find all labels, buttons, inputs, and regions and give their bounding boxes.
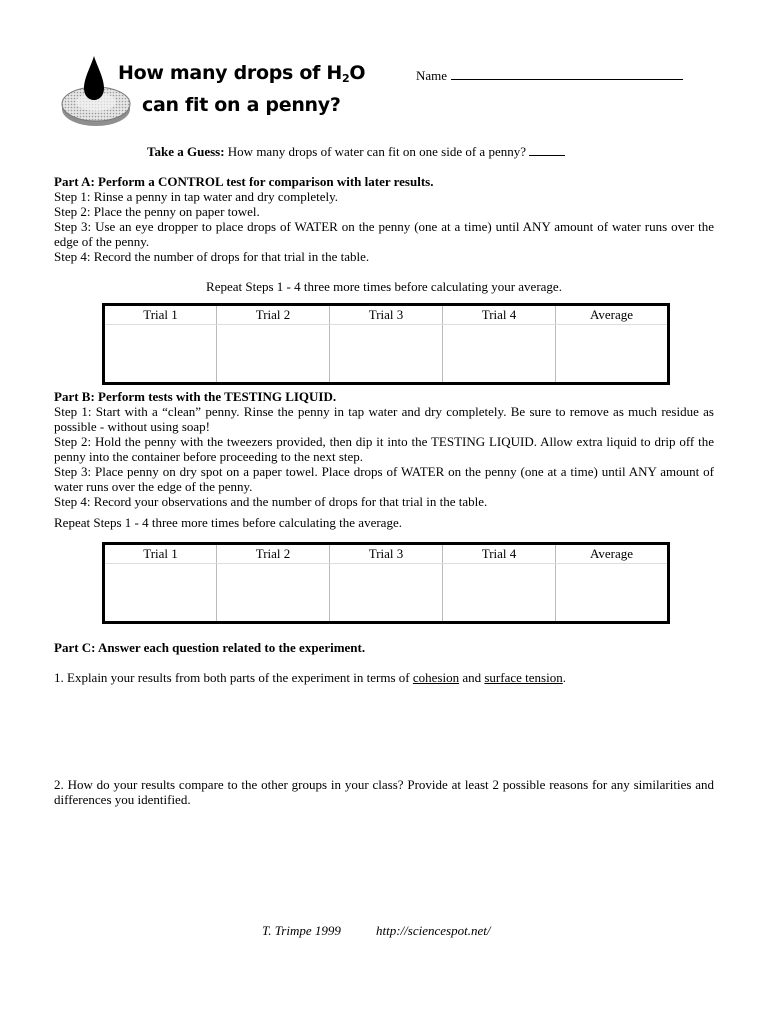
table-header-trial-3: Trial 3 (330, 544, 443, 564)
testing-trial-1-cell[interactable] (104, 564, 217, 623)
guess-question: Take a Guess: How many drops of water can fit on one side of a penny? (147, 144, 565, 160)
part-b-step-1: Step 1: Start with a “clean” penny. Rinse the penny in tap water and dry completely. Be sure to remove as much residue as possible - without using soap! (54, 404, 714, 434)
control-trial-3-cell[interactable] (330, 325, 443, 384)
control-trial-2-cell[interactable] (217, 325, 330, 384)
table-header-trial-4: Trial 4 (443, 305, 556, 325)
part-b-repeat-note: Repeat Steps 1 - 4 three more times before calculating the average. (54, 515, 402, 530)
table-header-average: Average (556, 305, 669, 325)
water-drop-icon (84, 56, 104, 100)
table-header-trial-2: Trial 2 (217, 544, 330, 564)
part-a-repeat-note: Repeat Steps 1 - 4 three more times before calculating your average. (206, 279, 562, 294)
guess-answer-blank[interactable] (529, 144, 565, 156)
part-c-heading: Part C: Answer each question related to the experiment. (54, 640, 366, 655)
part-a-step-3: Step 3: Use an eye dropper to place drops of WATER on the penny (one at a time) until ANY amount of water runs over the edge of the penny. (54, 219, 714, 249)
table-header-average: Average (556, 544, 669, 564)
control-trial-1-cell[interactable] (104, 325, 217, 384)
footer-url[interactable]: http://sciencespot.net/ (376, 923, 491, 938)
testing-trial-4-cell[interactable] (443, 564, 556, 623)
part-b-section (54, 389, 714, 509)
part-a-heading: Part A: Perform a CONTROL test for comparison with later results. (54, 174, 434, 189)
control-average-cell[interactable] (556, 325, 669, 384)
term-surface-tension: surface tension (484, 670, 563, 685)
part-a-section (54, 174, 714, 264)
table-header-trial-1: Trial 1 (104, 305, 217, 325)
worksheet-title-line2: can fit on a penny? (142, 94, 341, 116)
table-header-trial-1: Trial 1 (104, 544, 217, 564)
part-b-heading: Part B: Perform tests with the TESTING LIQUID. (54, 389, 337, 404)
part-b-step-2: Step 2: Hold the penny with the tweezers provided, then dip it into the TESTING LIQUID. Allow extra liquid to drip off the penny into the container before proceeding to the next step. (54, 434, 714, 464)
table-header-trial-2: Trial 2 (217, 305, 330, 325)
part-a-step-1: Step 1: Rinse a penny in tap water and dry completely. (54, 189, 339, 204)
name-label: Name (416, 68, 448, 83)
footer-author: T. Trimpe 1999 (262, 923, 341, 938)
question-2: 2. How do your results compare to the other groups in your class? Provide at least 2 possible reasons for any similarities and differences you identified. (54, 777, 714, 807)
testing-average-cell[interactable] (556, 564, 669, 623)
part-a-step-4: Step 4: Record the number of drops for that trial in the table. (54, 249, 370, 264)
control-trials-table (102, 303, 670, 385)
testing-liquid-trials-table (102, 542, 670, 624)
table-header-trial-3: Trial 3 (330, 305, 443, 325)
part-b-step-3: Step 3: Place penny on dry spot on a paper towel. Place drops of WATER on the penny (one at a time) until ANY amount of water runs over the edge of the penny. (54, 464, 714, 494)
part-a-step-2: Step 2: Place the penny on paper towel. (54, 204, 260, 219)
term-cohesion: cohesion (412, 670, 460, 685)
testing-trial-3-cell[interactable] (330, 564, 443, 623)
control-trial-4-cell[interactable] (443, 325, 556, 384)
question-1: 1. Explain your results from both parts of the experiment in terms of cohesion and surface tension. (54, 670, 566, 685)
part-b-step-4: Step 4: Record your observations and the number of drops for that trial in the table. (54, 494, 488, 509)
name-field (416, 67, 683, 84)
name-blank-line[interactable] (451, 67, 683, 80)
testing-trial-2-cell[interactable] (217, 564, 330, 623)
table-header-trial-4: Trial 4 (443, 544, 556, 564)
worksheet-title-line1: How many drops of $H_2O$ (118, 62, 366, 85)
